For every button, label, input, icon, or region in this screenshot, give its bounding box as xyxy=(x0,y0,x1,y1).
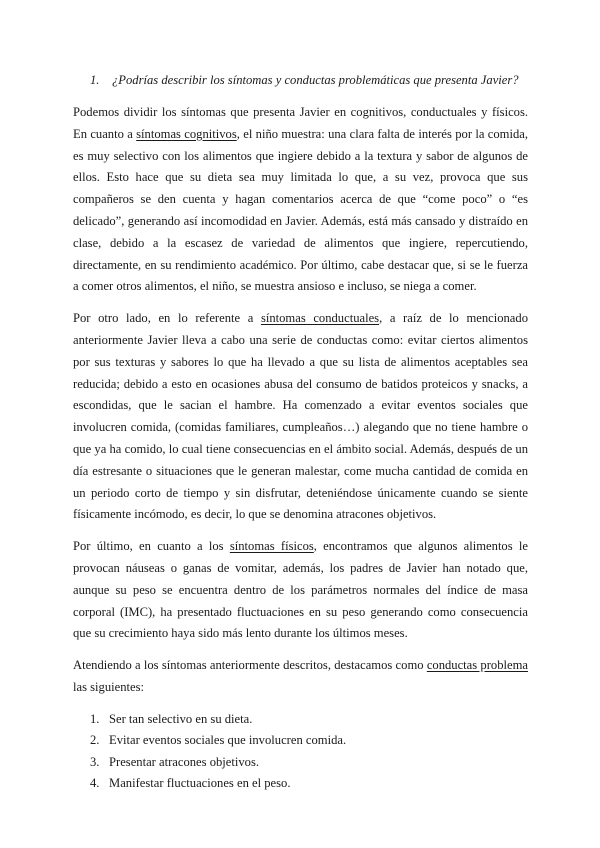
list-item-text: Ser tan selectivo en su dieta. xyxy=(109,711,253,726)
document-page xyxy=(73,72,528,795)
list-item xyxy=(73,773,528,795)
underlined-term-behavioral: síntomas conductuales xyxy=(260,311,380,326)
list-item-number: 1. xyxy=(90,711,100,726)
paragraph-text: Atendiendo a los síntomas anteriormente descritos, destacamos como xyxy=(73,658,427,673)
paragraph-text: Por último, en cuanto a los xyxy=(73,539,230,554)
question-number: 1. xyxy=(90,73,100,87)
underlined-term-physical: síntomas físicos xyxy=(229,539,314,554)
question-heading xyxy=(73,72,528,89)
list-item-text: Evitar eventos sociales que involucren comida. xyxy=(109,733,347,748)
paragraph-problem-behaviors xyxy=(73,655,528,699)
list-item xyxy=(73,752,528,774)
paragraph-text: , a raíz de lo mencionado anteriormente Javier lleva a cabo una serie de conductas como: evitar ciertos alimentos por sus texturas y sabores lo que ha llevado a que su lista de alimentos aceptables sea reducida; debido a esto en ocasiones abusa del consumo de batidos proteicos y snacks, a escondidas, que le sacian el hambre. Ha comenzado a evitar eventos sociales que involucren comida, (comidas familiares, cumpleaños…) alegando que no tiene hambre o que ya ha comido, lo cual tiene consecuencias en el ámbito social. Además, después de un día estresante o situaciones que le generan malestar, come mucha cantidad de comida en un periodo corto de tiempo y sin disfrutar, deteniéndose únicamente cuando se siente físicamente incómodo, es decir, lo que se denomina atracones objetivos. xyxy=(73,311,528,522)
list-item xyxy=(73,730,528,752)
underlined-term-cognitive: síntomas cognitivos xyxy=(136,126,237,141)
list-item xyxy=(73,709,528,731)
paragraph-text: Por otro lado, en lo referente a xyxy=(73,311,261,326)
problem-behaviors-list xyxy=(73,709,528,795)
list-item-text: Manifestar fluctuaciones en el peso. xyxy=(109,776,291,791)
list-item-number: 3. xyxy=(90,754,100,769)
list-item-text: Presentar atracones objetivos. xyxy=(109,754,260,769)
paragraph-text: Podemos dividir los síntomas que presenta Javier en cognitivos, conductuales y físicos. En cuanto a xyxy=(73,105,528,141)
paragraph-physical-symptoms xyxy=(73,536,528,645)
list-item-number: 2. xyxy=(90,733,100,748)
paragraph-text: las siguientes: xyxy=(73,679,145,694)
list-item-number: 4. xyxy=(90,776,100,791)
paragraph-text: , encontramos que algunos alimentos le provocan náuseas o ganas de vomitar, además, los padres de Javier han notado que, aunque su peso se encuentra dentro de los parámetros normales del índice de masa corporal (IMC), ha presentado fluctuaciones en su peso generando como consecuencia que su crecimiento haya sido más lento durante los últimos meses. xyxy=(73,539,528,641)
paragraph-text: , el niño muestra: una clara falta de interés por la comida, es muy selectivo con los alimentos que ingiere debido a la textura y sabor de algunos de ellos. Esto hace que su dieta sea muy limitada lo que, a su vez, provoca que sus compañeros se den cuenta y hagan comentarios acerca de que “come poco” o “es delicado”, generando así incomodidad en Javier. Además, está más cansado y distraído en clase, debido a la escasez de variedad de alimentos que ingiere, repercutiendo, directamente, en su rendimiento académico. Por último, cabe destacar que, si se le fuerza a comer otros alimentos, el niño, se muestra ansioso e incluso, se niega a comer. xyxy=(73,126,528,294)
underlined-term-problem: conductas problema xyxy=(426,658,528,673)
question-text: ¿Podrías describir los síntomas y conductas problemáticas que presenta Javier? xyxy=(112,73,519,87)
paragraph-behavioral-symptoms xyxy=(73,308,528,526)
paragraph-cognitive-symptoms xyxy=(73,102,528,298)
